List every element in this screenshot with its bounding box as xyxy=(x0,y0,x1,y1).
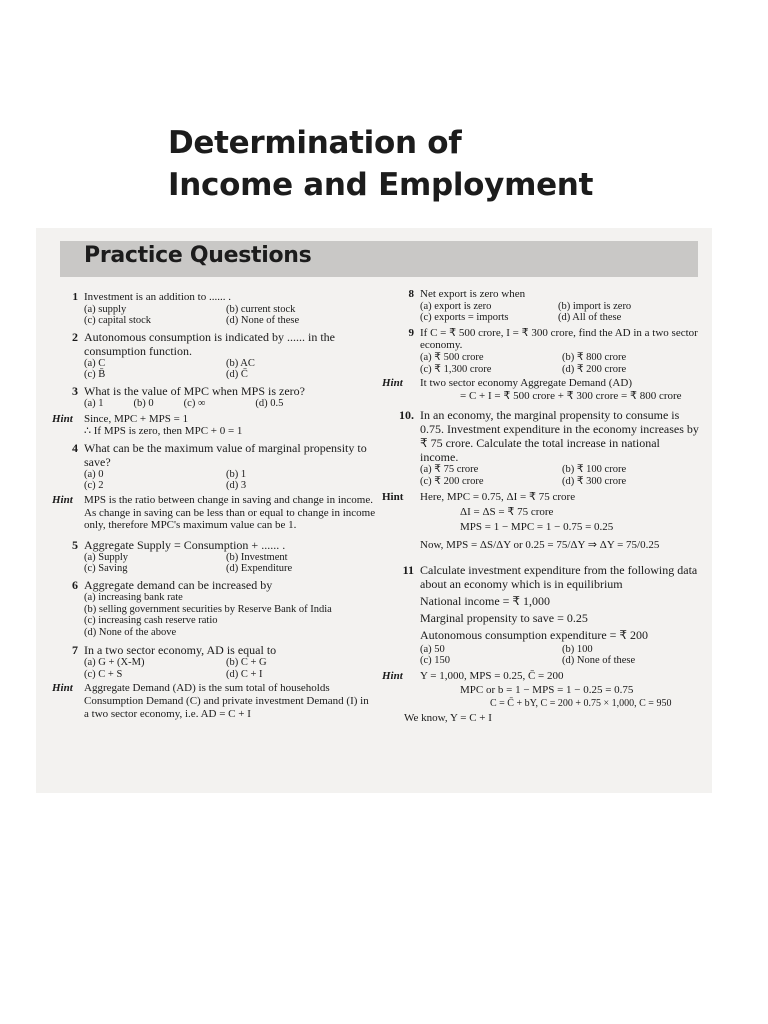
question-4-hint: Hint MPS is the ratio between change in saving and change in income. As change in saving can be less than or equal to change in income only, therefore MPC's maximum value can be 1. xyxy=(52,493,376,532)
question-1: 1 Investment is an addition to ...... . xyxy=(72,291,231,303)
question-11: 11 Calculate investment expenditure from the following data about an economy which is in equilibrium xyxy=(402,562,698,591)
question-9: 9 If C = ₹ 500 crore, I = ₹ 300 crore, find the AD in a two sector economy. xyxy=(408,326,698,352)
question-11-hint: Hint Y = 1,000, MPS = 0.25, C̄ = 200 MPC or b = 1 − MPS = 1 − 0.25 = 0.75 C = C̄ + bY, C = 200 + 0.75 × 1,000, C = 950 We know, Y = C + I xyxy=(382,669,672,724)
question-8-options: (a) export is zero (b) import is zero (c) exports = imports (d) All of these xyxy=(420,300,632,324)
left-column xyxy=(52,288,376,720)
question-11-options: (a) 50 (b) 100 (c) 150 (d) None of these xyxy=(420,643,636,667)
question-8: 8 Net export is zero when xyxy=(408,288,526,300)
question-7-options: (a) G + (X-M) (b) C + G (c) C + S (d) C + I xyxy=(84,657,267,680)
question-11-data: National income = ₹ 1,000 Marginal propensity to save = 0.25 Autonomous consumption expenditure = ₹ 200 xyxy=(420,593,649,642)
question-6: 6 Aggregate demand can be increased by xyxy=(72,577,273,592)
right-column xyxy=(382,285,700,725)
question-4: 4 What can be the maximum value of marginal propensity to save? xyxy=(72,440,367,469)
question-9-options: (a) ₹ 500 crore (b) ₹ 800 crore (c) ₹ 1,300 crore (d) ₹ 200 crore xyxy=(420,351,627,375)
question-1-options: (a) supply (b) current stock (c) capital stock (d) None of these xyxy=(84,303,300,327)
question-7-hint: Hint Aggregate Demand (AD) is the sum total of households Consumption Demand (C) and private investment Demand (I) in a two sector economy, i.e. AD = C + I xyxy=(52,682,369,720)
chapter-title: Determination of Income and Employment xyxy=(168,125,594,203)
question-7: 7 In a two sector economy, AD is equal to xyxy=(72,643,277,658)
question-9-hint: Hint It two sector economy Aggregate Demand (AD) = C + I = ₹ 500 crore + ₹ 300 crore = ₹ 800 crore xyxy=(382,377,682,402)
question-3-hint: Hint Since, MPC + MPS = 1 ∴ If MPS is zero, then MPC + 0 = 1 xyxy=(52,412,243,438)
question-5-options: (a) Supply (b) Investment (c) Saving (d) Expenditure xyxy=(84,551,293,575)
question-2-options: (a) C (b) AC (c) B̄ (d) C̄ xyxy=(84,357,255,381)
question-10: 10. In an economy, the marginal propensity to consume is 0.75. Investment expenditure in the economy increases by ₹ 75 crore. Calculate the total increase in national income. xyxy=(399,408,699,465)
question-6-options: (a) increasing bank rate (b) selling government securities by Reserve Bank of India (c) increasing cash reserve ratio (d) None of the above xyxy=(84,591,332,638)
question-5: 5 Aggregate Supply = Consumption + ...... . xyxy=(72,537,286,552)
question-10-hint: Hint Here, MPC = 0.75, ΔI = ₹ 75 crore ΔI = ΔS = ₹ 75 crore MPS = 1 − MPC = 1 − 0.75 = 0.25 Now, MPS = ΔS/ΔY or 0.25 = 75/ΔY ⇒ ΔY = 75/0.25 xyxy=(382,490,660,551)
question-2: 2 Autonomous consumption is indicated by ...... in the consumption function. xyxy=(72,329,335,358)
question-3: 3 What is the value of MPC when MPS is zero? xyxy=(72,383,305,398)
section-heading: Practice Questions xyxy=(84,243,312,268)
question-10-options: (a) ₹ 75 crore (b) ₹ 100 crore (c) ₹ 200 crore (d) ₹ 300 crore xyxy=(420,464,627,487)
question-3-options: (a) 1 (b) 0 (c) ∞ (d) 0.5 xyxy=(84,397,284,409)
question-4-options: (a) 0 (b) 1 (c) 2 (d) 3 xyxy=(84,468,247,492)
